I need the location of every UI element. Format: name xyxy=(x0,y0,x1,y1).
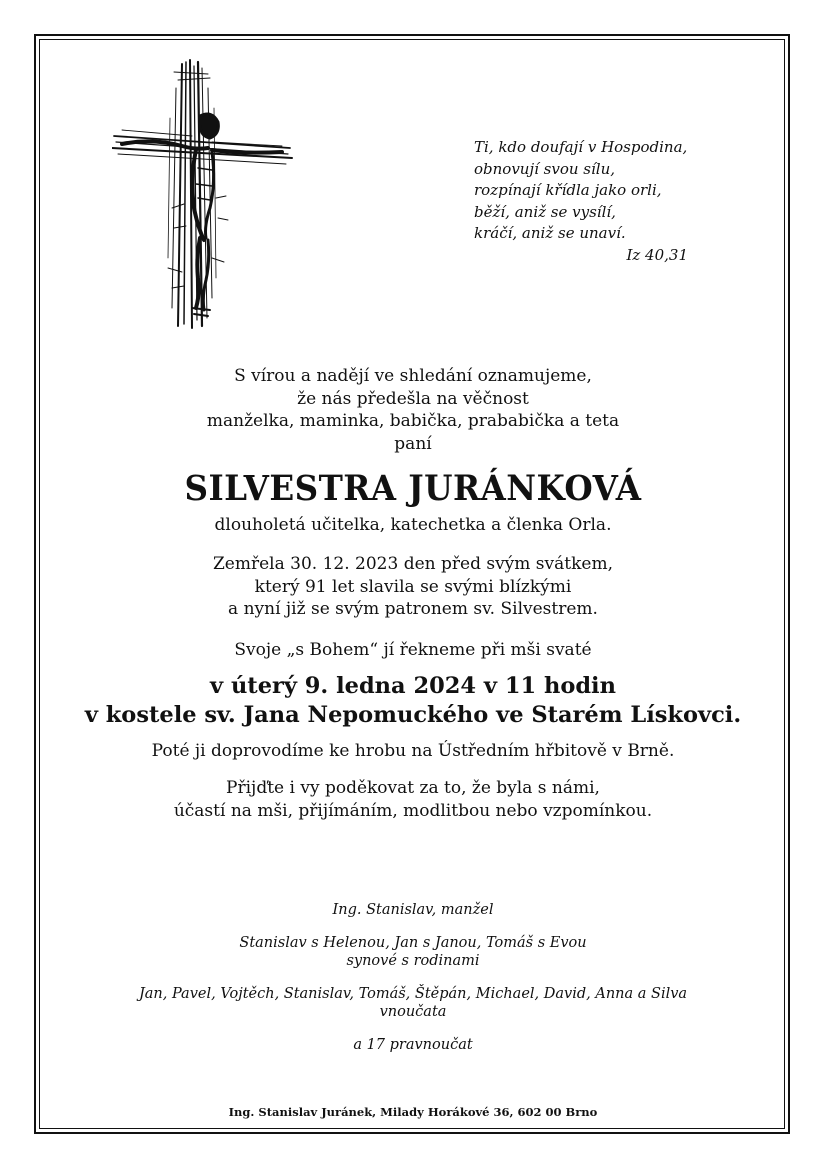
burial-notice: Poté ji doprovodíme ke hrobu na Ústředním hřbitově v Brně. xyxy=(151,741,675,761)
mourner-great-grandchildren: a 17 pravnoučat xyxy=(353,1036,473,1053)
thanks-notice xyxy=(40,777,786,822)
death-line: Zemřela 30. 12. 2023 den před svým svátkem, xyxy=(213,554,613,574)
mass-intro: Svoje „s Bohem“ jí řekneme při mši svaté xyxy=(234,640,592,660)
death-line: a nyní již se svým patronem sv. Silvestrem. xyxy=(228,599,598,619)
thanks-line: Přijďte i vy poděkovat za to, že byla s námi, xyxy=(226,778,600,798)
mass-place: v kostele sv. Jana Nepomuckého ve Starém Lískovci. xyxy=(84,702,742,728)
verse-line: běží, aniž se vysílí, xyxy=(474,202,616,221)
mourner-sons-label: synové s rodinami xyxy=(346,953,480,969)
announcement-line: že nás předešla na věčnost xyxy=(297,388,529,409)
verse-line: kráčí, aniž se unaví. xyxy=(474,224,626,242)
verse-line: rozpínají křídla jako orli, xyxy=(474,181,662,199)
verse-line: obnovují svou sílu, xyxy=(474,159,616,178)
deceased-name: SILVESTRA JURÁNKOVÁ xyxy=(184,468,642,509)
sender-address: Ing. Stanislav Juránek, Milady Horákové 36, 602 00 Brno xyxy=(228,1105,598,1119)
mourners-list xyxy=(40,901,786,1054)
death-notice xyxy=(40,553,786,621)
thanks-line: účastí na mši, přijímáním, modlitbou nebo vzpomínkou. xyxy=(173,800,653,821)
verse-line: Ti, kdo doufají v Hospodina, xyxy=(474,138,688,156)
crucifix-icon xyxy=(112,58,294,330)
mass-date: v úterý 9. ledna 2024 v 11 hodin xyxy=(210,673,616,699)
mourner-husband: Ing. Stanislav, manžel xyxy=(332,902,494,918)
mass-details xyxy=(40,672,786,730)
mourner-sons: Stanislav s Helenou, Jan s Janou, Tomáš s Evou xyxy=(239,934,587,951)
mourner-grandchildren-label: vnoučata xyxy=(379,1004,447,1020)
announcement xyxy=(40,365,786,455)
deceased-description: dlouholetá učitelka, katechetka a členka Orla. xyxy=(214,515,612,535)
death-line: který 91 let slavila se svými blízkými xyxy=(254,576,572,597)
announcement-line: S vírou a nadějí ve shledání oznamujeme, xyxy=(234,366,592,386)
bible-verse xyxy=(474,137,714,266)
announcement-line: manželka, maminka, babička, prababička a teta xyxy=(206,411,620,431)
mourner-grandchildren: Jan, Pavel, Vojtěch, Stanislav, Tomáš, Štěpán, Michael, David, Anna a Silva xyxy=(138,985,688,1002)
verse-reference: Iz 40,31 xyxy=(626,245,688,264)
announcement-line: paní xyxy=(394,433,432,454)
